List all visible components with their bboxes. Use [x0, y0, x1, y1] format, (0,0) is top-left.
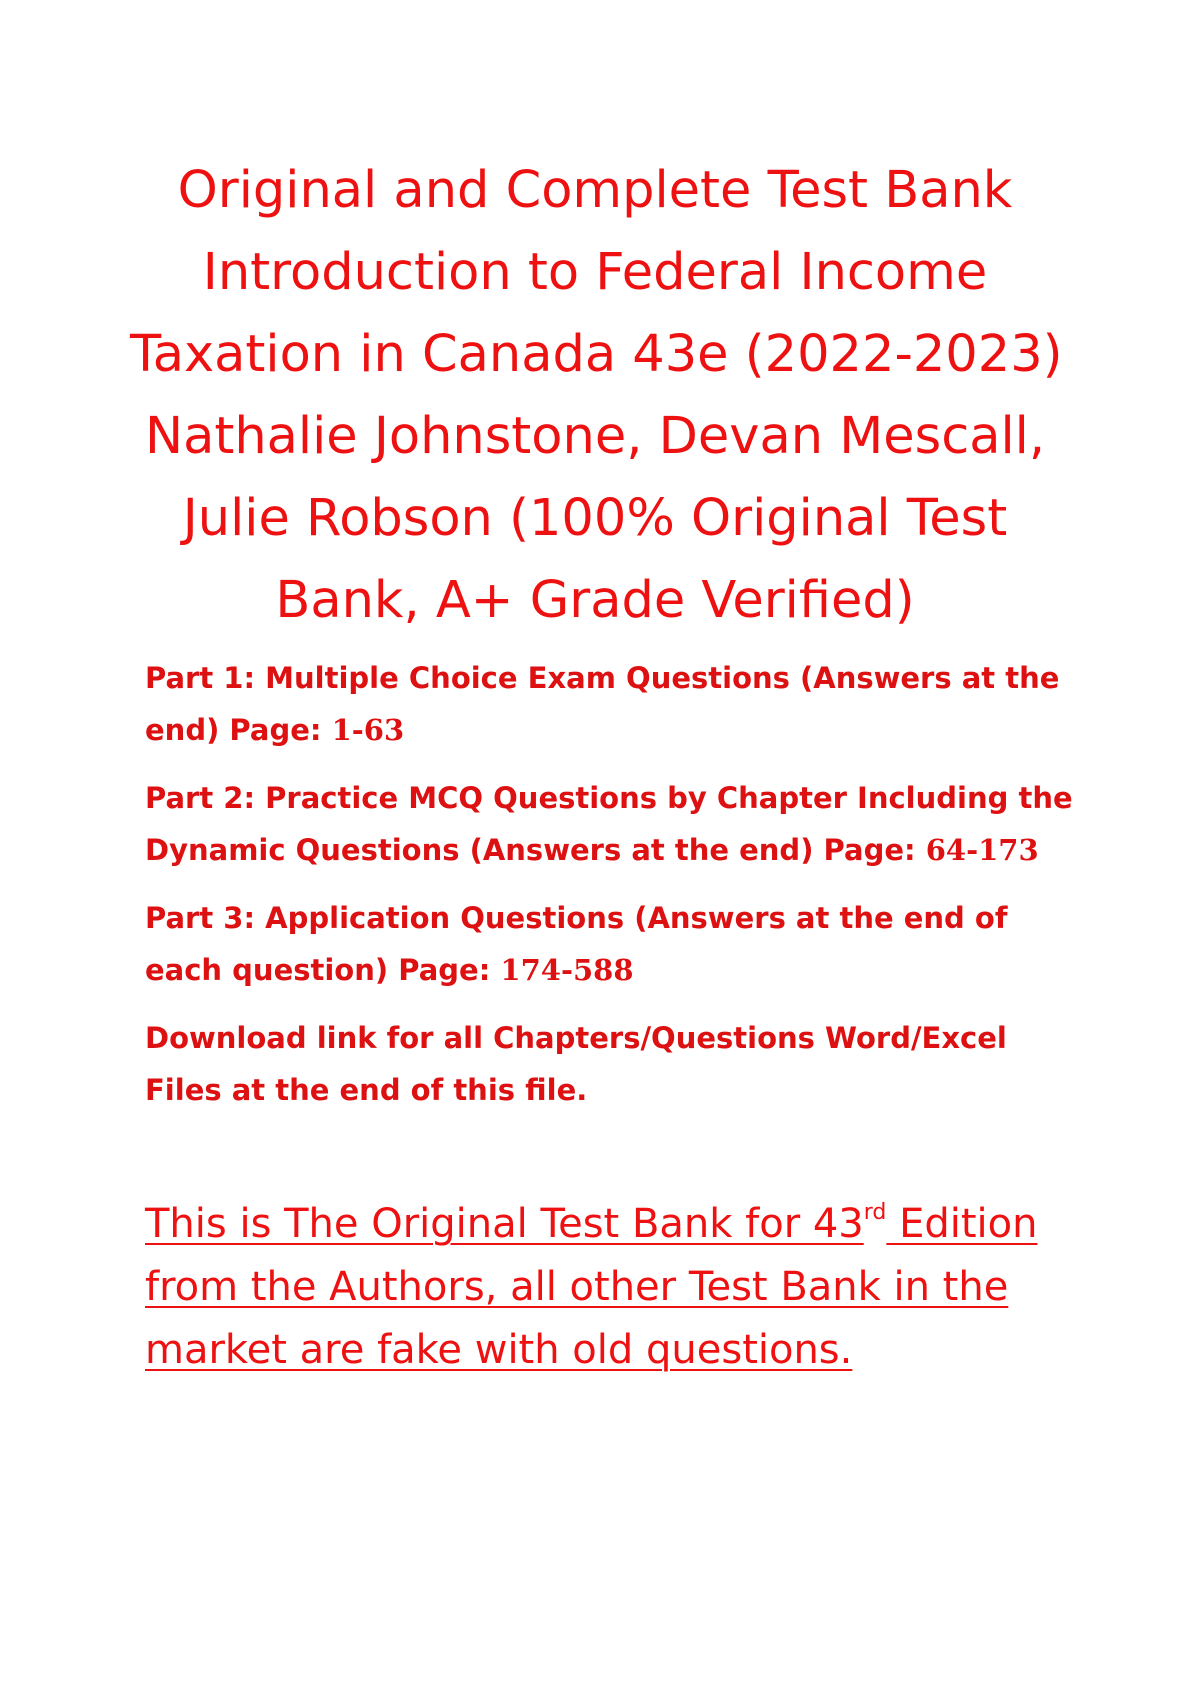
title-line: Introduction to Federal Income	[202, 243, 988, 302]
part-3-pages: 174-588	[500, 953, 634, 987]
notice-line-1-start: This is The Original Test Bank for 43	[145, 1201, 864, 1247]
title-line: Nathalie Johnstone, Devan Mescall,	[144, 407, 1046, 466]
document-title	[130, 150, 1063, 642]
title-line: Julie Robson (100% Original Test	[182, 489, 1008, 548]
notice-line-2: from the Authors, all other Test Bank in the	[145, 1264, 1009, 1310]
part-2-item	[145, 772, 1075, 876]
download-note	[145, 1012, 1075, 1116]
part-1-pages: 1-63	[331, 713, 405, 747]
download-note-text: Download link for all Chapters/Questions Word/Excel Files at the end of this file.	[145, 1021, 1007, 1107]
title-line: Bank, A+ Grade Verified)	[275, 571, 915, 630]
part-2-pages: 64-173	[925, 833, 1039, 867]
part-3-text: Part 3: Application Questions (Answers at the end of each question) Page:	[145, 901, 1008, 987]
part-1-item	[145, 652, 1075, 756]
notice-line-3: market are fake with old questions.	[145, 1327, 853, 1373]
contents-list	[145, 652, 1075, 1132]
part-2-text: Part 2: Practice MCQ Questions by Chapter Including the Dynamic Questions (Answers at the end) Page:	[145, 781, 1073, 867]
original-notice	[145, 1193, 1075, 1382]
notice-line-1-end: Edition	[886, 1201, 1038, 1247]
part-3-item	[145, 892, 1075, 996]
title-line: Taxation in Canada 43e (2022-2023)	[130, 325, 1063, 384]
notice-superscript: rd	[863, 1200, 887, 1225]
title-line: Original and Complete Test Bank	[177, 161, 1013, 220]
notice-line-1	[145, 1193, 1075, 1256]
part-1-text: Part 1: Multiple Choice Exam Questions (Answers at the end) Page:	[145, 661, 1060, 747]
